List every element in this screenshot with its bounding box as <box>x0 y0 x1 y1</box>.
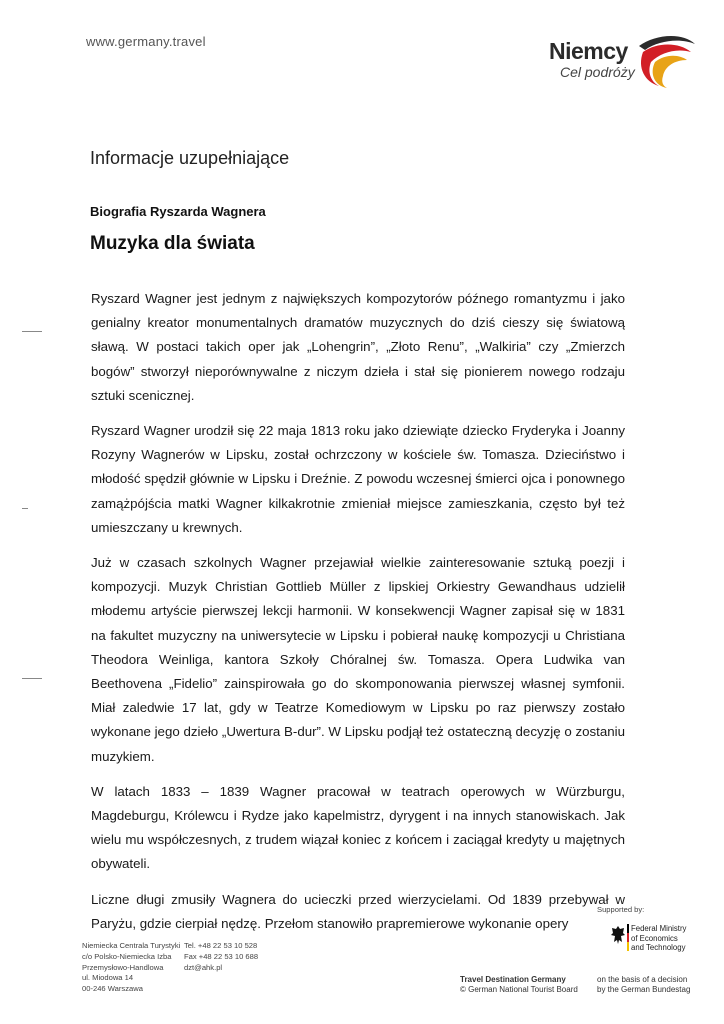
section-heading: Informacje uzupełniające <box>90 148 290 168</box>
punch-mark <box>22 508 28 509</box>
phone-line: Tel. +48 22 53 10 528 <box>184 941 258 950</box>
address-line: Niemiecka Centrala Turystyki <box>82 941 181 950</box>
paragraph: Liczne długi zmusiły Wagnera do ucieczki przed wierzycielami. Od 1839 przebywał w Paryżu, gdzie cierpiał nędzę. Przełom stanowiło prapremierowe wykonanie opery <box>91 891 625 931</box>
fold-mark <box>22 331 42 332</box>
site-url[interactable]: www.germany.travel <box>86 34 206 49</box>
ministry-line: and Technology <box>631 943 686 952</box>
paragraph: Ryszard Wagner jest jednym z największych kompozytorów późnego romantyzmu i jako genialny kreator monumentalnych dramatów muzycznych do dziś cieszy się światową sławą. W postaci takich oper jak „Lohengrin”, „Złoto Renu”, „Walkiria” czy „Zmierzch bogów” stworzył nieporównywalne z niczym dzieła i stał się pionierem nowego rodzaju sztuki scenicznej. <box>91 291 625 403</box>
federal-eagle-icon <box>610 925 626 945</box>
logo-subtitle: Cel podróży <box>560 64 635 80</box>
address-line: ul. Miodowa 14 <box>82 973 134 983</box>
paragraph: Ryszard Wagner urodził się 22 maja 1813 roku jako dziewiąte dziecko Fryderyka i Joanny Rozyny Wagnerów w Lipsku, został ochrzczony w kościele św. Tomasza. Dzieciństwo i młodość spędził głównie w Lipsku i Dreźnie. Z powodu wczesnej śmierci ojca i ponownego zamążpójścia matki Wagner kilkakrotnie zmieniał miejsce zamieszkania, często był też umieszczany u krewnych. <box>91 423 625 535</box>
email-link[interactable]: dzt@ahk.pl <box>184 962 223 972</box>
ministry-line: of Economics <box>631 933 678 943</box>
tdg-subtitle: © German National Tourist Board <box>460 985 578 994</box>
footer-contact <box>184 941 258 973</box>
tdg-title: Travel Destination Germany <box>460 975 566 984</box>
supported-by-label: Supported by: <box>597 905 645 914</box>
logo-title: Niemcy <box>549 38 628 64</box>
paragraph: Już w czasach szkolnych Wagner przejawiał wielkie zainteresowanie sztuką poezji i kompozycji. Muzyk Christian Gottlieb Müller z lipskiej Orkiestry Gewandhaus udzielił młodemu artyście pierwszej lekcji harmonii. W konsekwencji Wagner zapisał się w 1831 na fakultet muzyczny na uniwersytecie w Lipsku i pobierał naukę kompozycji u Christiana Theodora Weinliga, kantora Szkoły Chóralnej św. Tomasza. Opera Ludwika van Beethovena „Fidelio” zainspirowała go do skomponowania pierwszej własnej symfonii. Miał zaledwie 17 lat, gdy w Teatrze Komediowym w Lipsku po raz pierwszy zostało wykonane jego dzieło „Uwertura B-dur”. W Lipsku podjął też ostateczną decyzję o zostaniu muzykiem. <box>91 555 625 764</box>
subheading: Biografia Ryszarda Wagnera <box>90 204 266 219</box>
german-flag-bar-icon <box>627 924 629 951</box>
article-body <box>91 287 625 947</box>
address-line: Przemysłowo-Handlowa <box>82 962 164 972</box>
address-line: c/o Polsko-Niemiecka Izba <box>82 951 172 961</box>
bundestag-note <box>597 975 690 995</box>
page-title: Muzyka dla świata <box>90 233 255 254</box>
fold-mark <box>22 678 42 679</box>
basis-line: by the German Bundestag <box>597 985 691 994</box>
ministry-line: Federal Ministry <box>631 924 687 933</box>
travel-destination-germany <box>460 975 578 995</box>
fax-line: Fax +48 22 53 10 688 <box>184 951 259 961</box>
footer-address <box>82 941 180 995</box>
basis-line: on the basis of a decision <box>597 975 688 984</box>
germany-travel-swoosh-logo-icon <box>633 32 697 88</box>
paragraph: W latach 1833 – 1839 Wagner pracował w teatrach operowych w Würzburgu, Magdeburgu, Królewcu i Rydze jako kapelmistrz, dyrygent i na innych stanowiskach. Jak wielu mu współczesnych, z trudem wiązał koniec z końcem i zaciągał kredyty u majętnych obywateli. <box>91 783 625 872</box>
address-line: 00-246 Warszawa <box>82 984 143 994</box>
ministry-name <box>631 924 686 953</box>
